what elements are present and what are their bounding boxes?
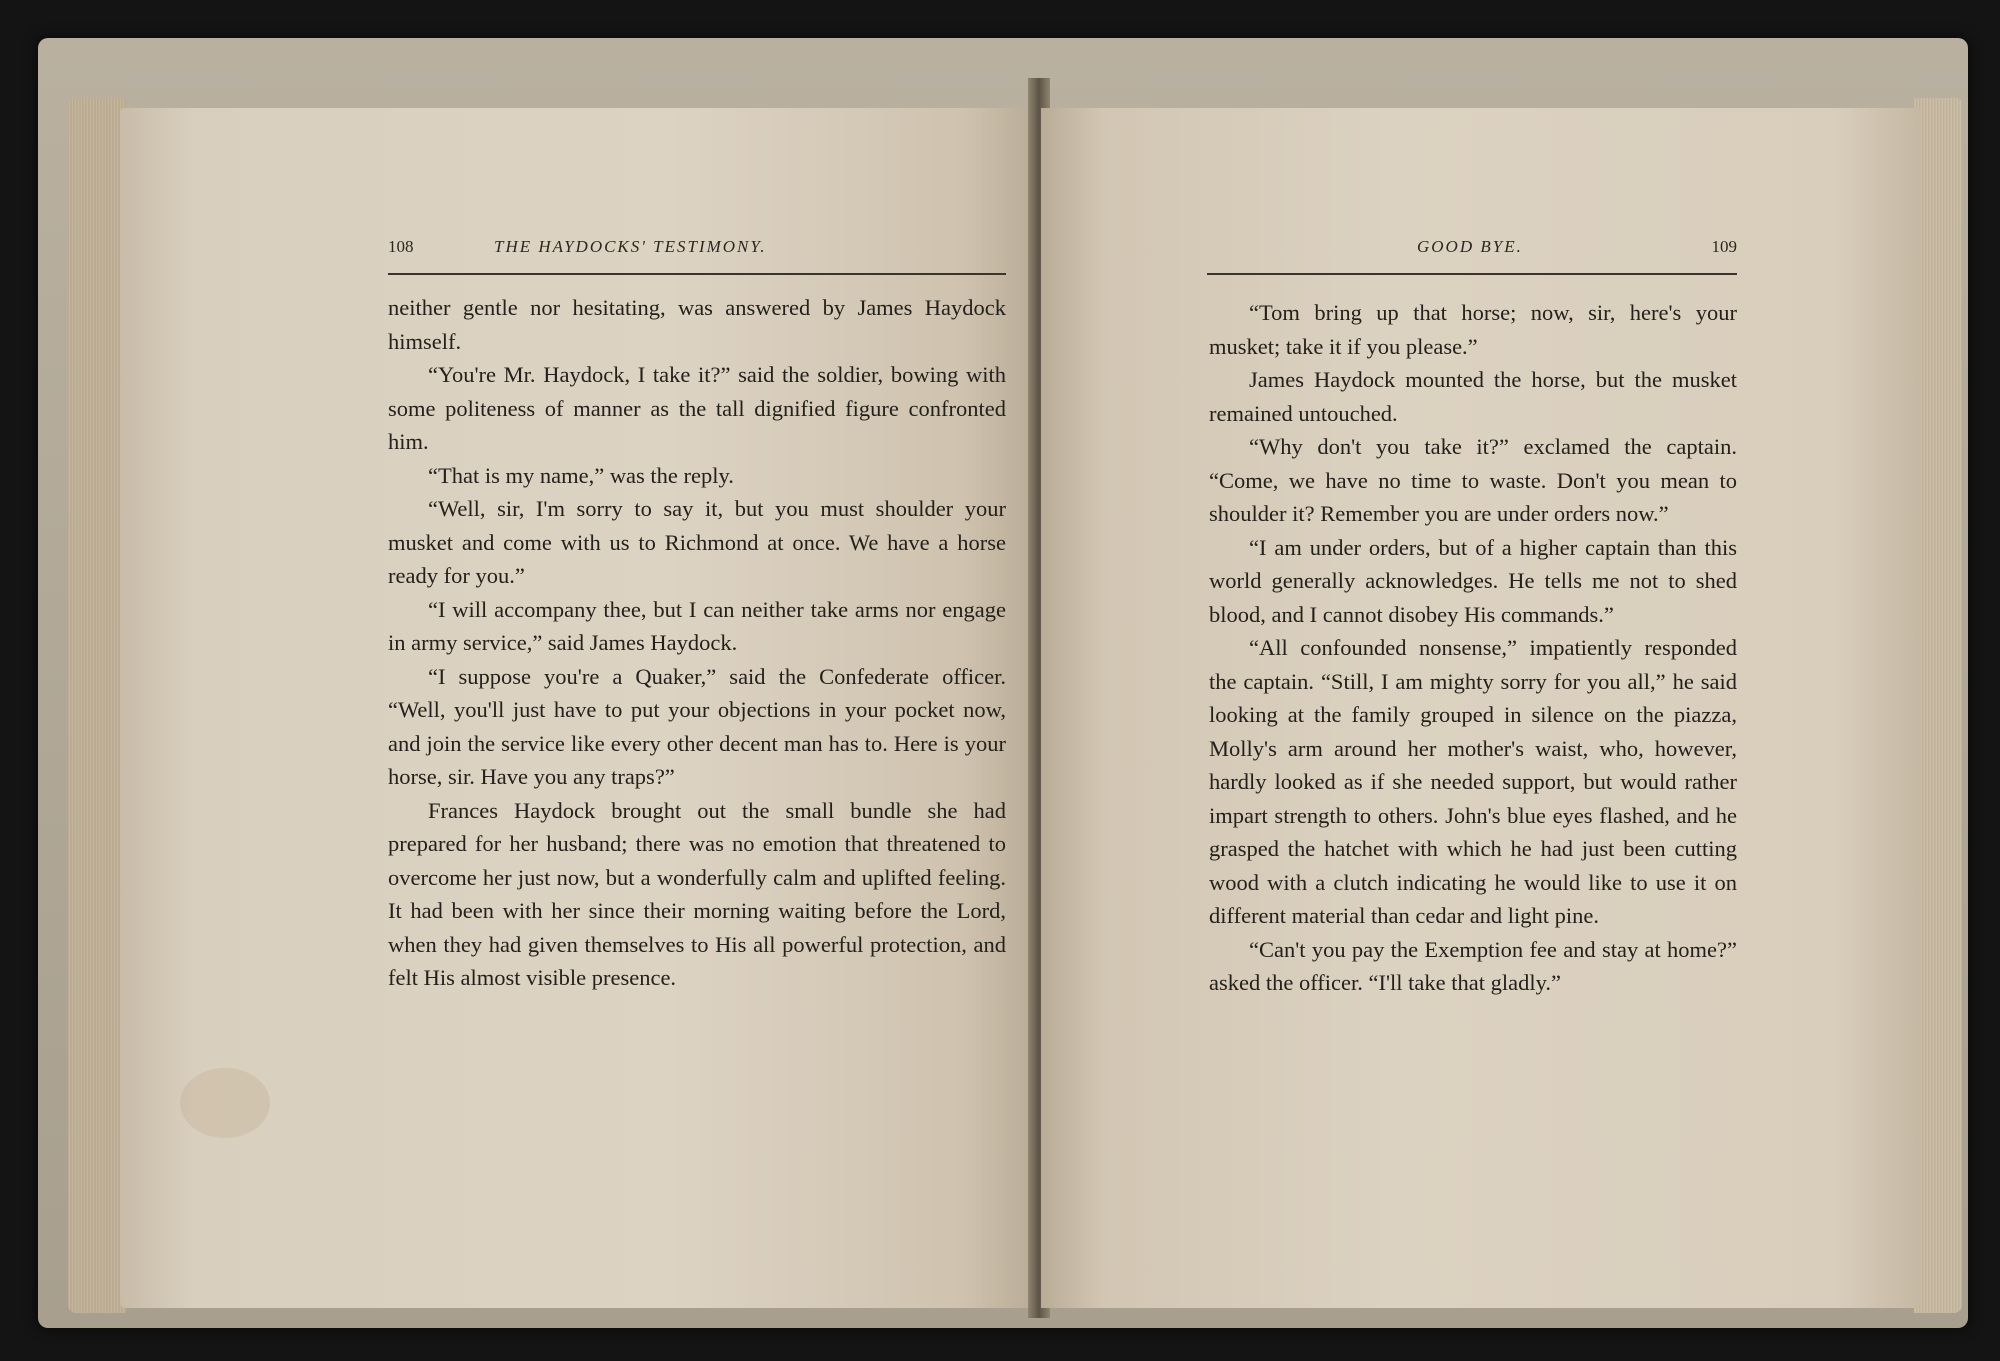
paragraph: “I will accompany thee, but I can neither take arms nor engage in army service,” said James Haydock. bbox=[388, 596, 1006, 655]
right-running-head bbox=[1207, 233, 1737, 275]
right-page-number: 109 bbox=[1711, 237, 1737, 256]
paragraph: Frances Haydock brought out the small bundle she had prepared for her husband; there was no emotion that threatened to overcome her just now, but a wonderfully calm and uplifted feeling. It had been with her since their morning waiting before the Lord, when they had given themselves to His all powerful protection, and felt His almost visible presence. bbox=[388, 797, 1006, 990]
paragraph: “That is my name,” was the reply. bbox=[428, 462, 734, 488]
paragraph: “All confounded nonsense,” impatiently responded the captain. “Still, I am mighty sorry for you all,” he said looking at the family grouped in silence on the piazza, Molly's arm around her mother's waist, who, however, hardly looked as if she needed support, but would rather impart strength to others. John's blue eyes flashed, and he grasped the hatchet with which he had just been cutting wood with a clutch indicating he would like to use it on different material than cedar and light pine. bbox=[1209, 635, 1737, 928]
paragraph: James Haydock mounted the horse, but the musket remained untouched. bbox=[1209, 367, 1737, 426]
paragraph: “Tom bring up that horse; now, sir, here's your musket; take it if you please.” bbox=[1209, 300, 1737, 359]
left-running-title: THE HAYDOCKS' TESTIMONY. bbox=[494, 237, 767, 256]
paragraph: “Can't you pay the Exemption fee and stay at home?” asked the officer. “I'll take that gladly.” bbox=[1209, 936, 1737, 995]
paragraph: “Why don't you take it?” exclamed the captain. “Come, we have no time to waste. Don't you mean to shoulder it? Remember you are under orders now.” bbox=[1209, 434, 1737, 526]
paragraph: “I suppose you're a Quaker,” said the Confederate officer. “Well, you'll just have to put your objections in your pocket now, and join the service like every other decent man has to. Here is your horse, sir. Have you any traps?” bbox=[388, 663, 1006, 789]
right-page-edges bbox=[1914, 98, 1962, 1313]
left-page-number: 108 bbox=[388, 237, 414, 256]
left-page bbox=[120, 108, 1035, 1308]
left-page-text bbox=[388, 291, 1006, 995]
paragraph: “Well, sir, I'm sorry to say it, but you must shoulder your musket and come with us to Richmond at once. We have a horse ready for you.” bbox=[388, 496, 1006, 588]
left-page-edges bbox=[68, 98, 126, 1313]
paragraph: “You're Mr. Haydock, I take it?” said the soldier, bowing with some politeness of manner as the tall dignified figure confronted him. bbox=[388, 362, 1006, 454]
paragraph: “I am under orders, but of a higher captain than this world generally acknowledges. He tells me not to shed blood, and I cannot disobey His commands.” bbox=[1209, 534, 1737, 627]
right-page-text bbox=[1209, 296, 1737, 1000]
right-running-title: GOOD BYE. bbox=[1417, 237, 1523, 256]
paragraph: neither gentle nor hesitating, was answered by James Haydock himself. bbox=[388, 295, 1006, 354]
right-page bbox=[1041, 108, 1921, 1308]
open-book bbox=[38, 38, 1968, 1328]
paper-stain bbox=[180, 1068, 270, 1138]
left-running-head bbox=[388, 233, 1006, 275]
